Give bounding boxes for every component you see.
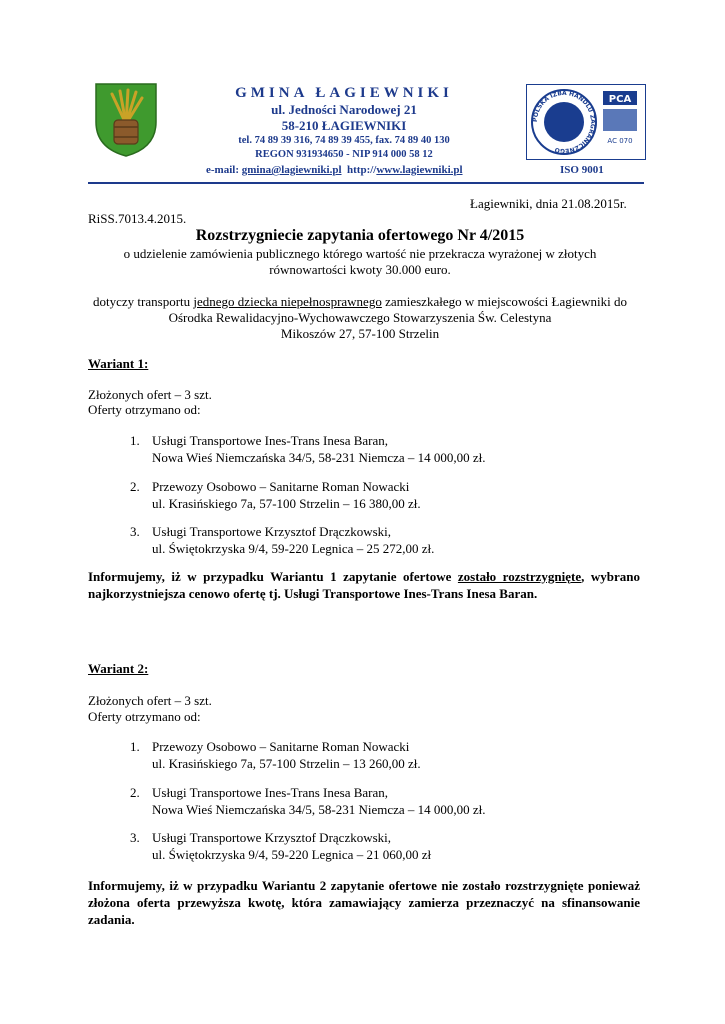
variant1-offer-count: Złożonych ofert – 3 szt. bbox=[88, 387, 212, 402]
variant1-conclusion bbox=[88, 568, 640, 602]
offer-address-price: Nowa Wieś Niemczańska 34/5, 58-231 Niemcza – 14 000,00 zł. bbox=[152, 450, 486, 465]
pca-logo-text: PCA bbox=[608, 94, 632, 105]
list-item bbox=[130, 784, 486, 818]
variant1-heading: Wariant 1: bbox=[88, 356, 149, 371]
variant2-conclusion: Informujemy, iż w przypadku Wariantu 2 zapytanie ofertowe nie zostało rozstrzygnięte ponieważ złożona oferta przewyższa kwotę, która zamawiający zamierza przeznaczyć na sfinansowanie zadania. bbox=[88, 878, 640, 927]
list-item bbox=[130, 432, 486, 466]
offer-company: Przewozy Osobowo – Sanitarne Roman Nowacki bbox=[152, 739, 410, 754]
cert-ring-text: POLSKA IZBA HANDLU ZAGRANICZNEGO bbox=[531, 89, 597, 155]
regon-nip: REGON 931934650 - NIP 914 000 58 12 bbox=[255, 149, 433, 160]
offer-company: Usługi Transportowe Ines-Trans Inesa Baran, bbox=[152, 433, 389, 448]
list-item bbox=[130, 829, 431, 863]
document-title: Rozstrzygniecie zapytania ofertowego Nr 4/2015 bbox=[195, 227, 525, 244]
list-item bbox=[130, 738, 421, 772]
offer-address-price: Nowa Wieś Niemczańska 34/5, 58-231 Niemcza – 14 000,00 zł. bbox=[152, 802, 486, 817]
subtitle-line-2: równowartości kwoty 30.000 euro. bbox=[269, 262, 451, 277]
conclusion-prefix: Informujemy, iż w przypadku Wariantu 1 zapytanie ofertowe bbox=[88, 569, 458, 584]
conclusion-suffix: , wybrano najkorzystniejsza cenowo ofertę tj. Usługi Transportowe Ines-Trans Inesa Baran. bbox=[88, 569, 640, 601]
iso-label: ISO 9001 bbox=[560, 164, 604, 176]
concerns-line-1 bbox=[80, 293, 640, 310]
subtitle-line-1: o udzielenie zamówienia publicznego którego wartość nie przekracza wyrażonej w złotych bbox=[123, 246, 597, 261]
concerns-underlined: jednego dziecka niepełnosprawnego bbox=[193, 294, 382, 309]
header-rule bbox=[88, 182, 644, 184]
item-number: 3. bbox=[130, 830, 140, 845]
offer-address-price: ul. Świętokrzyska 9/4, 59-220 Legnica – 21 060,00 zł bbox=[152, 847, 432, 862]
variant2-offer-count: Złożonych ofert – 3 szt. bbox=[88, 693, 212, 708]
street-address: ul. Jedności Narodowej 21 bbox=[271, 102, 417, 117]
concerns-prefix: dotyczy transportu bbox=[93, 294, 194, 309]
offer-address-price: ul. Krasińskiego 7a, 57-100 Strzelin – 13 260,00 zł. bbox=[152, 756, 421, 771]
offer-address-price: ul. Świętokrzyska 9/4, 59-220 Legnica – 25 272,00 zł. bbox=[152, 541, 435, 556]
item-number: 1. bbox=[130, 433, 140, 448]
website-link[interactable]: www.lagiewniki.pl bbox=[376, 164, 463, 176]
item-number: 3. bbox=[130, 524, 140, 539]
certification-badge bbox=[526, 84, 646, 160]
document-date: Łagiewniki, dnia 21.08.2015r. bbox=[470, 196, 627, 211]
coat-of-arms-icon bbox=[94, 82, 158, 158]
variant2-received-label: Oferty otrzymano od: bbox=[88, 709, 201, 724]
list-item bbox=[130, 523, 434, 557]
concerns-line-3: Mikoszów 27, 57-100 Strzelin bbox=[280, 326, 440, 341]
email-link[interactable]: gmina@lagiewniki.pl bbox=[241, 164, 342, 176]
concerns-suffix: zamieszkałego w miejscowości Łagiewniki do bbox=[381, 294, 627, 309]
contact-line bbox=[206, 164, 463, 176]
letterhead-text bbox=[168, 84, 520, 162]
offer-company: Usługi Transportowe Krzysztof Drączkowski, bbox=[152, 830, 392, 845]
offer-company: Usługi Transportowe Ines-Trans Inesa Baran, bbox=[152, 785, 389, 800]
variant1-received-label: Oferty otrzymano od: bbox=[88, 402, 201, 417]
email-label: e-mail: bbox=[206, 164, 239, 176]
list-item bbox=[130, 478, 421, 512]
postal-city: 58-210 ŁAGIEWNIKI bbox=[281, 118, 407, 133]
variant2-heading: Wariant 2: bbox=[88, 661, 149, 676]
item-number: 1. bbox=[130, 739, 140, 754]
phone-fax: tel. 74 89 39 316, 74 89 39 455, fax. 74 89 40 130 bbox=[238, 135, 450, 146]
municipality-name: GMINA ŁAGIEWNIKI bbox=[235, 85, 453, 101]
offer-company: Usługi Transportowe Krzysztof Drączkowski, bbox=[152, 524, 392, 539]
www-label: http:// bbox=[347, 164, 377, 176]
letterhead bbox=[88, 80, 648, 188]
item-number: 2. bbox=[130, 785, 140, 800]
reference-number: RiSS.7013.4.2015. bbox=[88, 211, 187, 226]
accreditation-code: AC 070 bbox=[607, 137, 633, 145]
certificate-seal-icon bbox=[527, 85, 645, 159]
concerns-line-2: Ośrodka Rewalidacyjno-Wychowawczego Stowarzyszenia Św. Celestyna bbox=[168, 310, 552, 325]
offer-company: Przewozy Osobowo – Sanitarne Roman Nowacki bbox=[152, 479, 410, 494]
item-number: 2. bbox=[130, 479, 140, 494]
offer-address-price: ul. Krasińskiego 7a, 57-100 Strzelin – 16 380,00 zł. bbox=[152, 496, 421, 511]
conclusion-underlined: zostało rozstrzygnięte bbox=[457, 569, 582, 584]
